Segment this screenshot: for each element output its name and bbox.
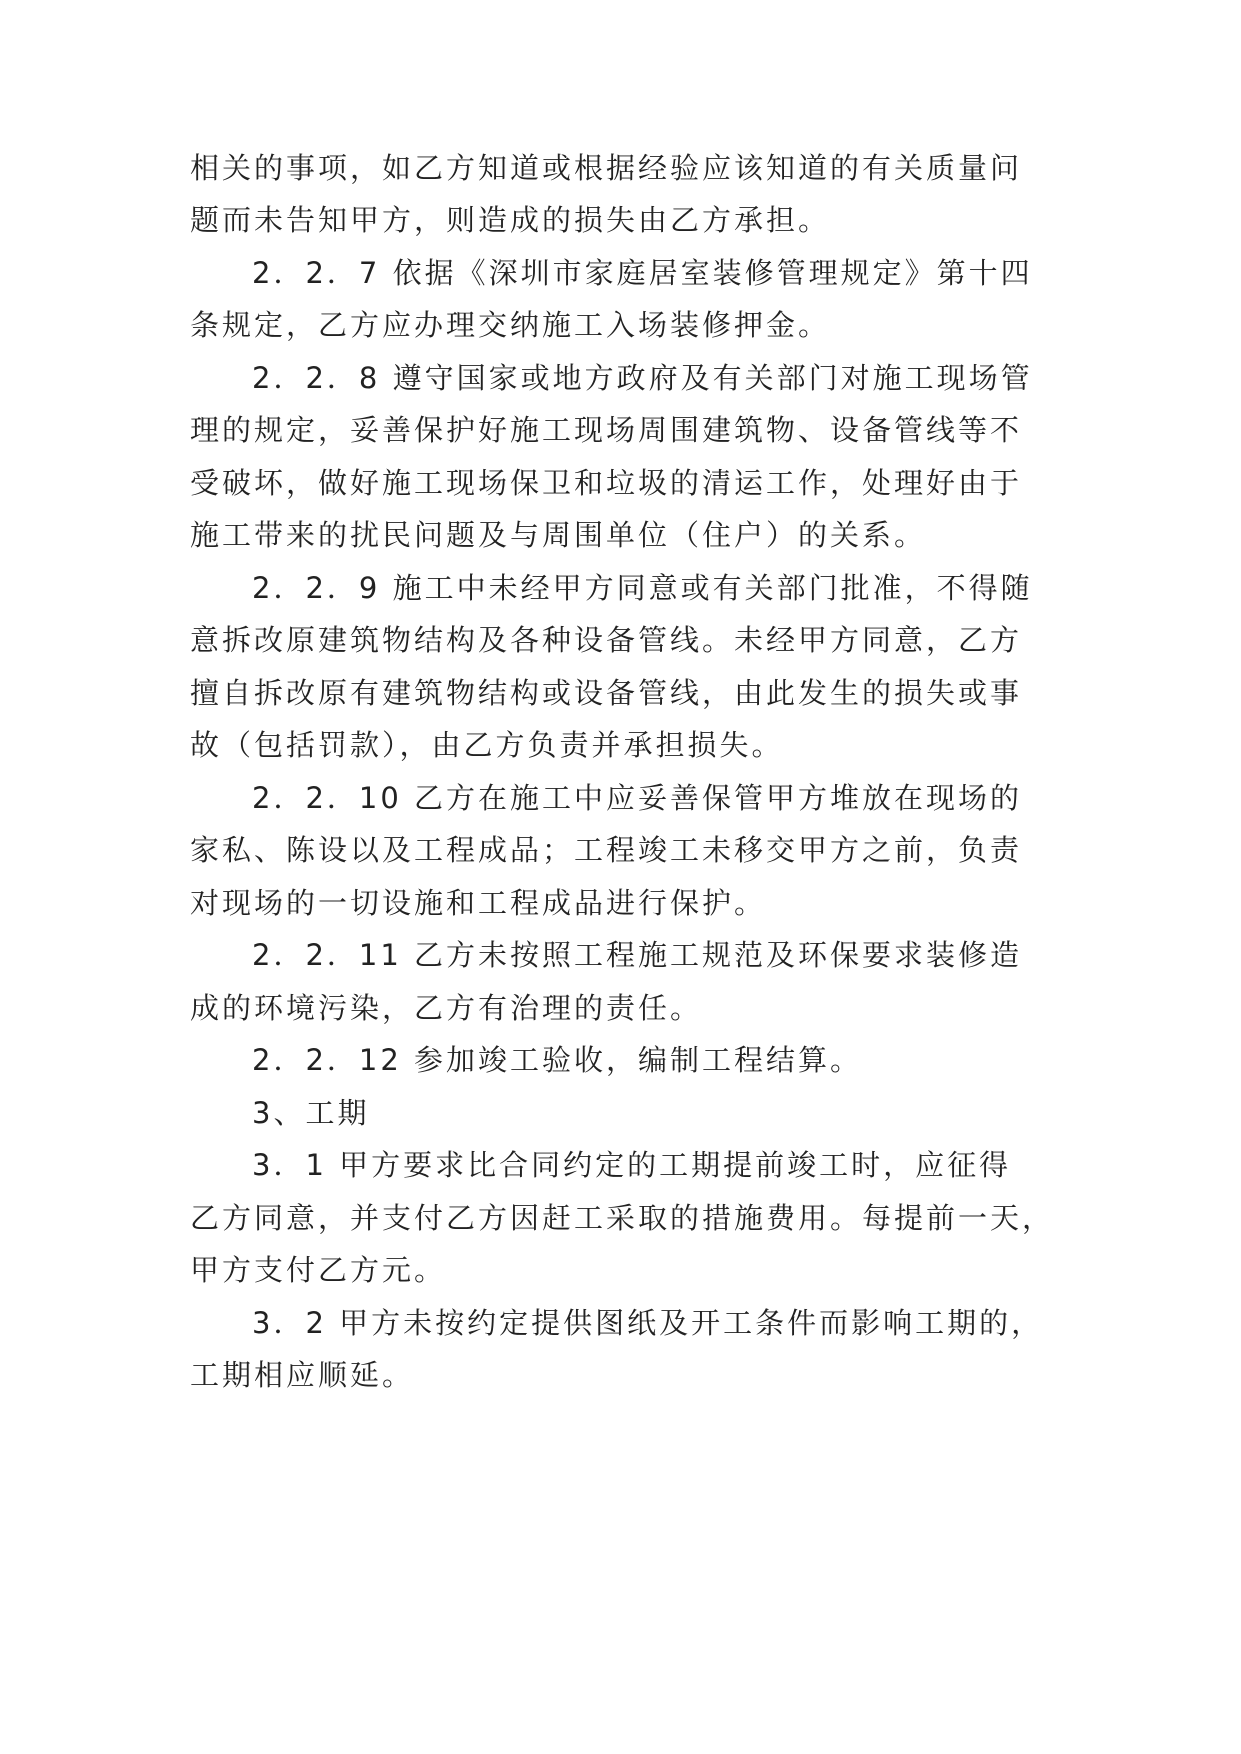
text-line: 理的规定，妥善保护好施工现场周围建筑物、设备管线等不 [190,413,1023,447]
text-line: 2．2．11 乙方未按照工程施工规范及环保要求装修造 [252,938,1023,972]
text-line: 3．2 甲方未按约定提供图纸及开工条件而影响工期的， [252,1306,1044,1340]
text-line: 擅自拆改原有建筑物结构或设备管线，由此发生的损失或事 [190,676,1023,710]
text-line: 题而未告知甲方，则造成的损失由乙方承担。 [190,203,831,237]
text-line: 工期相应顺延。 [190,1358,415,1392]
text-line: 2．2．7 依据《深圳市家庭居室装修管理规定》第十四 [252,256,1033,290]
text-line: 2．2．9 施工中未经甲方同意或有关部门批准，不得随 [252,571,1033,605]
text-line: 甲方支付乙方元。 [190,1253,447,1287]
text-line: 相关的事项，如乙方知道或根据经验应该知道的有关质量问 [190,151,1023,185]
text-line: 对现场的一切设施和工程成品进行保护。 [190,886,767,920]
text-line: 2．2．12 参加竣工验收，编制工程结算。 [252,1043,863,1077]
text-line: 3．1 甲方要求比合同约定的工期提前竣工时，应征得 [252,1148,1012,1182]
text-line: 2．2．8 遵守国家或地方政府及有关部门对施工现场管 [252,361,1033,395]
text-line: 意拆改原建筑物结构及各种设备管线。未经甲方同意，乙方 [190,623,1023,657]
text-line: 受破坏，做好施工现场保卫和垃圾的清运工作，处理好由于 [190,466,1023,500]
text-line: 2．2．10 乙方在施工中应妥善保管甲方堆放在现场的 [252,781,1023,815]
text-line: 家私、陈设以及工程成品；工程竣工未移交甲方之前，负责 [190,833,1023,867]
text-line: 乙方同意，并支付乙方因赶工采取的措施费用。每提前一天， [190,1201,1055,1235]
text-line: 成的环境污染，乙方有治理的责任。 [190,991,703,1025]
text-line: 条规定，乙方应办理交纳施工入场装修押金。 [190,308,831,342]
text-line: 故（包括罚款），由乙方负责并承担损失。 [190,728,784,762]
section-heading: 3、工期 [252,1096,370,1130]
text-line: 施工带来的扰民问题及与周围单位（住户）的关系。 [190,518,927,552]
